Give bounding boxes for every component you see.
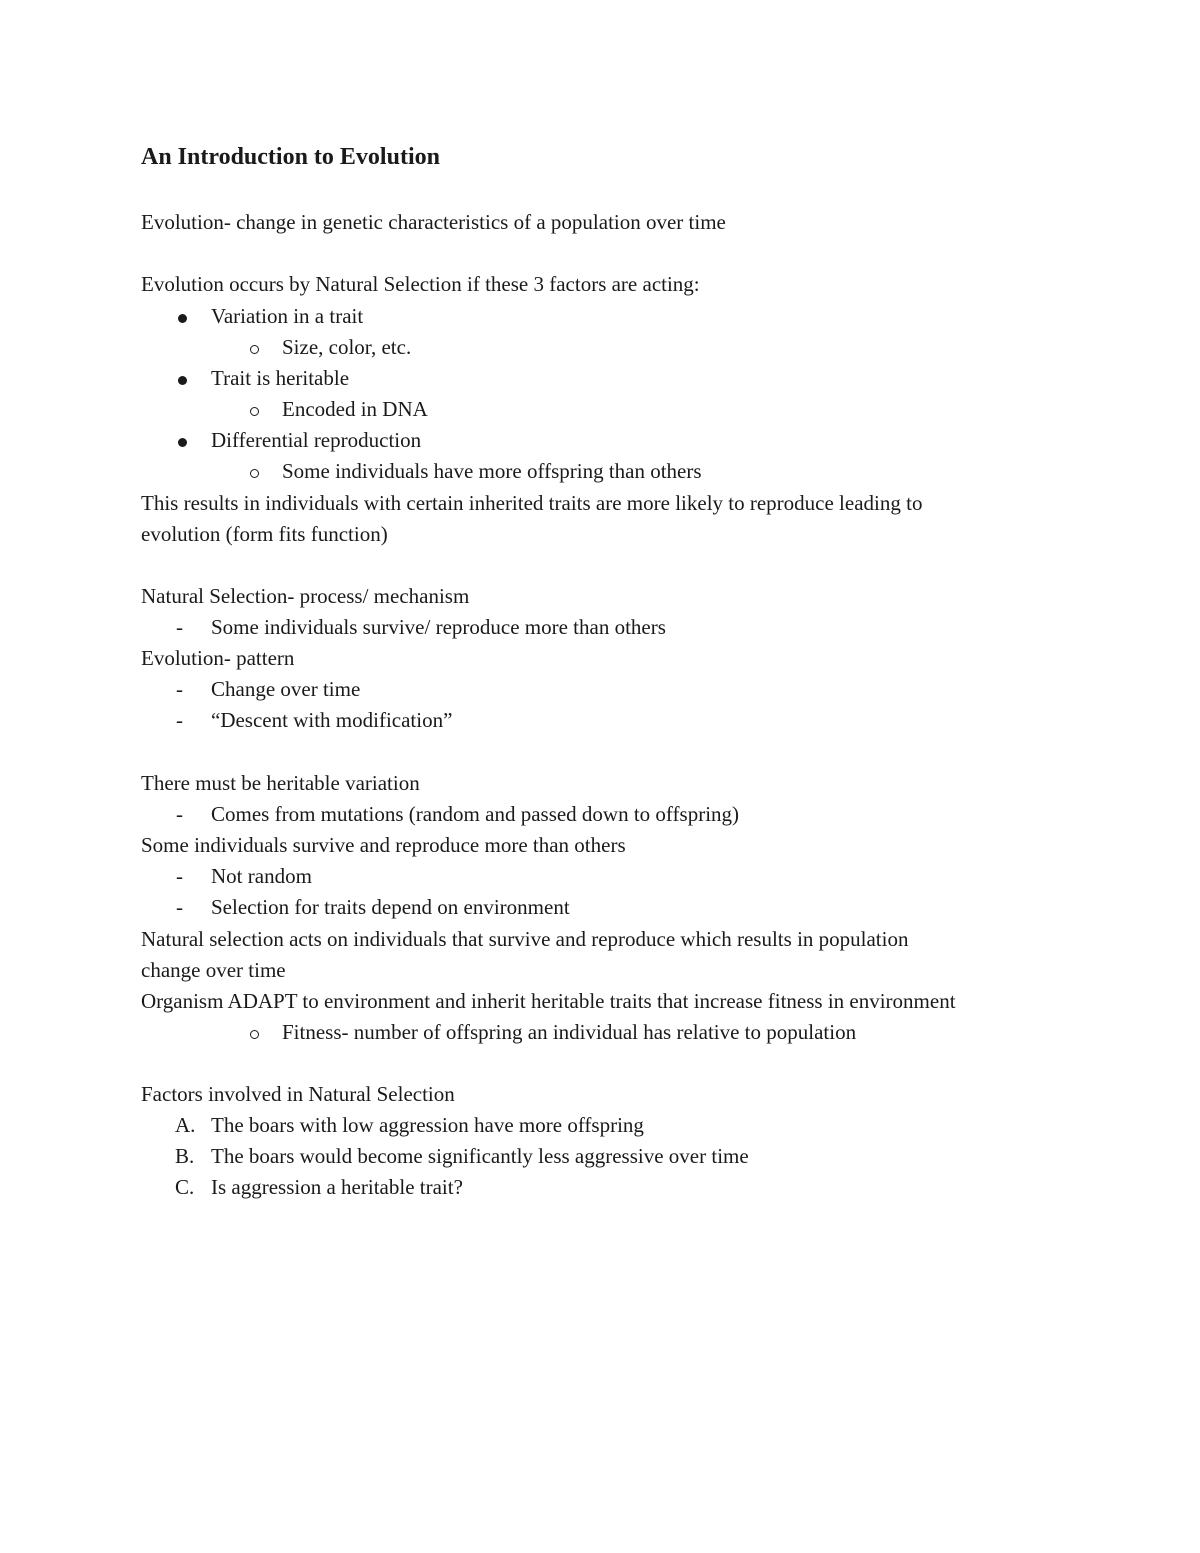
list-letter: C.: [175, 1175, 195, 1199]
dash-marker: -: [176, 708, 183, 732]
list-letter: B.: [175, 1144, 195, 1168]
factor-subitem: Some individuals have more offspring than others: [282, 459, 702, 483]
bullet-circle-icon: [250, 345, 259, 354]
list-letter: A.: [175, 1113, 196, 1137]
dash-marker: -: [176, 677, 183, 701]
result-line: evolution (form fits function): [141, 522, 388, 546]
natural-selection-heading: Natural Selection- process/ mechanism: [141, 584, 470, 608]
dash-marker: -: [176, 802, 183, 826]
dash-item: Comes from mutations (random and passed down to offspring): [211, 802, 740, 826]
acts-on-line: Natural selection acts on individuals that survive and reproduce which results in population: [141, 927, 909, 951]
dash-item: Selection for traits depend on environment: [211, 895, 570, 919]
evolution-pattern-heading: Evolution- pattern: [141, 646, 295, 670]
bullet-circle-icon: [250, 407, 259, 416]
factors-heading: Factors involved in Natural Selection: [141, 1082, 455, 1106]
adapt-line: Organism ADAPT to environment and inherit heritable traits that increase fitness in environment: [141, 989, 956, 1013]
fitness-line: Fitness- number of offspring an individual has relative to population: [282, 1020, 857, 1044]
acts-on-line: change over time: [141, 958, 286, 982]
factor-subitem: Size, color, etc.: [282, 335, 412, 359]
factor-subitem: Encoded in DNA: [282, 397, 428, 421]
evolution-definition: Evolution- change in genetic characteristics of a population over time: [141, 210, 726, 234]
bullet-dot-icon: [178, 438, 187, 447]
natural-selection-intro: Evolution occurs by Natural Selection if these 3 factors are acting:: [141, 272, 700, 296]
factor-item: Differential reproduction: [211, 428, 422, 452]
dash-marker: -: [176, 864, 183, 888]
bullet-dot-icon: [178, 376, 187, 385]
bullet-circle-icon: [250, 1030, 259, 1039]
bullet-circle-icon: [250, 469, 259, 478]
page-title: An Introduction to Evolution: [141, 144, 440, 170]
bullet-dot-icon: [178, 314, 187, 323]
lettered-item: The boars with low aggression have more offspring: [211, 1113, 644, 1137]
dash-marker: -: [176, 895, 183, 919]
dash-marker: -: [176, 615, 183, 639]
lettered-item: Is aggression a heritable trait?: [211, 1175, 463, 1199]
factor-item: Trait is heritable: [211, 366, 350, 390]
dash-item: Not random: [211, 864, 312, 888]
lettered-item: The boars would become significantly less aggressive over time: [211, 1144, 749, 1168]
heritable-variation-heading: There must be heritable variation: [141, 771, 420, 795]
dash-item: Change over time: [211, 677, 361, 701]
result-line: This results in individuals with certain inherited traits are more likely to reproduce leading to: [141, 491, 923, 515]
survive-heading: Some individuals survive and reproduce more than others: [141, 833, 626, 857]
dash-item: Some individuals survive/ reproduce more than others: [211, 615, 666, 639]
factor-item: Variation in a trait: [211, 304, 364, 328]
dash-item: “Descent with modification”: [211, 708, 453, 732]
